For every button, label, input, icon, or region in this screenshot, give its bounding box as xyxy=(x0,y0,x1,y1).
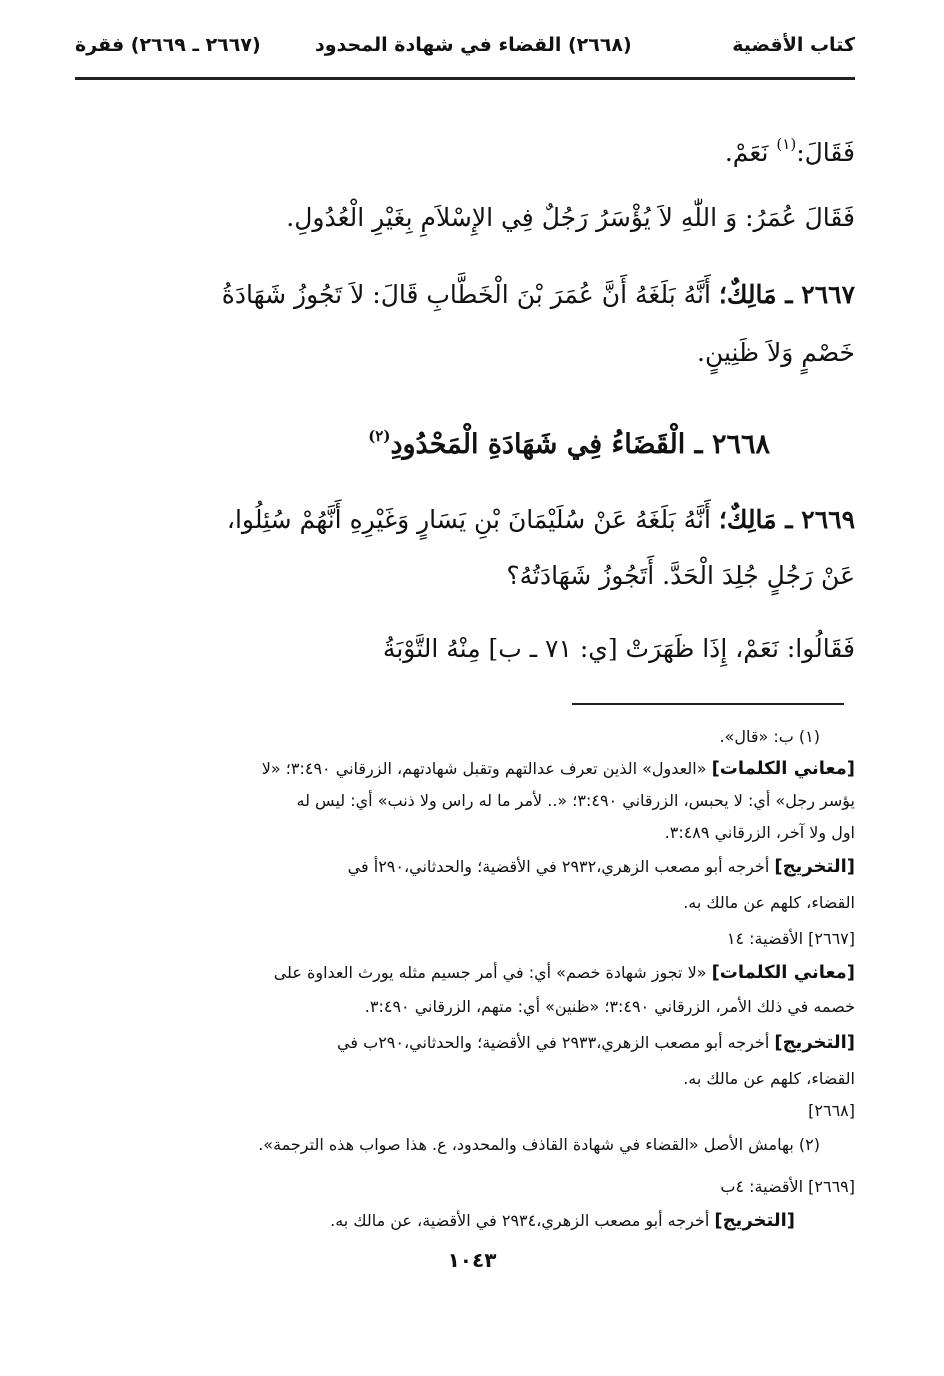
meanings-text: «لا تجوز شهادة خصم» أي: في أمر جسيم مثله يورث العداوة على xyxy=(273,963,712,982)
hadith-2669-line3: فَقَالُوا: نَعَمْ، إِذَا ظَهَرَتْ [ي: ٧١ ـ ب] مِنْهُ التَّوْبَةُ xyxy=(382,634,855,663)
takhrij-2666-line1 xyxy=(348,852,855,882)
page-number: ١٠٤٣ xyxy=(447,1248,497,1272)
meanings-tag: [معاني الكلمات] xyxy=(711,962,855,983)
book-title: كتاب الأقضية xyxy=(732,34,855,56)
footnote-separator xyxy=(572,703,844,705)
takhrij-text: أخرجه أبو مصعب الزهري،٢٩٣٣ في الأقضية؛ والحدثاني،٢٩٠ب في xyxy=(337,1033,775,1052)
footnote-2: (٢) بهامش الأصل «القضاء في شهادة القاذف والمحدود، ع. هذا صواب هذه الترجمة». xyxy=(258,1135,820,1154)
footnote-1: (١) ب: «قال». xyxy=(719,727,820,746)
main-line xyxy=(725,124,855,173)
ref-2667: [٢٦٦٧] الأقضية: ١٤ xyxy=(726,929,855,948)
meanings-2666-line2: يؤسر رجل» أي: لا يحبس، الزرقاني ٣:٤٩٠؛ «.. لأمر ما له راس ولا ذنب» أي: ليس له xyxy=(296,791,855,810)
hadith-2669-number: ٢٦٦٩ ـ xyxy=(776,505,855,534)
paragraph-range: (٢٦٦٧ ـ ٢٦٦٩) فقرة xyxy=(75,34,261,56)
footnote-ref-2: (٢) xyxy=(368,427,391,445)
takhrij-tag: [التخريج] xyxy=(714,1210,795,1231)
hadith-2667-text: أَنَّهُ بَلَغَهُ أَنَّ عُمَرَ بْنَ الْخَطَّابِ قَالَ: لاَ تَجُوزُ شَهَادَةُ xyxy=(221,280,719,309)
hadith-2667-line1 xyxy=(222,275,855,315)
ref-2668: [٢٦٦٨] xyxy=(808,1101,855,1120)
takhrij-text: أخرجه أبو مصعب الزهري،٢٩٣٤ في الأقضية، عن مالك به. xyxy=(330,1211,715,1230)
section-heading-text: ٢٦٦٨ ـ الْقَضَاءُ فِي شَهَادَةِ الْمَحْدُودِ xyxy=(390,429,770,460)
takhrij-tag: [التخريج] xyxy=(774,1032,855,1053)
takhrij-text: أخرجه أبو مصعب الزهري،٢٩٣٢ في الأقضية؛ والحدثاني،٢٩٠أ في xyxy=(347,857,775,876)
takhrij-2667-line1 xyxy=(337,1028,855,1058)
hadith-2667-number: ٢٦٦٧ ـ xyxy=(776,280,855,309)
chapter-title: (٢٦٦٨) القضاء في شهادة المحدود xyxy=(315,34,632,56)
hadith-2669-text: أَنَّهُ بَلَغَهُ عَنْ سُلَيْمَانَ بْنِ يَسَارٍ وَغَيْرِهِ أَنَّهُمْ سُئِلُوا، xyxy=(226,505,719,534)
meanings-2666-line1 xyxy=(262,754,855,784)
line1-rest: نَعَمْ. xyxy=(724,138,777,167)
hadith-2669-line2: عَنْ رَجُلٍ جُلِدَ الْحَدَّ. أَتَجُوزُ شَهَادَتُهُ؟ xyxy=(506,561,855,590)
takhrij-2669-line1 xyxy=(330,1206,795,1236)
running-header xyxy=(75,34,855,74)
hadith-2667-malik: مَالِكٌ؛ xyxy=(718,280,777,309)
takhrij-2667-line2: القضاء، كلهم عن مالك به. xyxy=(683,1069,855,1088)
hadith-2667-line2: خَصْمٍ وَلاَ ظَنِينٍ. xyxy=(697,338,855,367)
meanings-text: «العدول» الذين تعرف عدالتهم وتقبل شهادتهم، الزرقاني ٣:٤٩٠؛ «لا xyxy=(261,759,712,778)
meanings-2666-line3: اول ولا آخر، الزرقاني ٣:٤٨٩. xyxy=(664,823,855,842)
takhrij-tag: [التخريج] xyxy=(774,856,855,877)
line1-text: فَقَالَ: xyxy=(796,138,855,167)
section-heading xyxy=(368,416,770,465)
meanings-2667-line2: خصمه في ذلك الأمر، الزرقاني ٣:٤٩٠؛ «ظنين» أي: متهم، الزرقاني ٣:٤٩٠. xyxy=(364,997,855,1016)
takhrij-2666-line2: القضاء، كلهم عن مالك به. xyxy=(683,893,855,912)
hadith-2669-line1 xyxy=(227,500,855,540)
meanings-2667-line1 xyxy=(274,958,855,988)
meanings-tag: [معاني الكلمات] xyxy=(711,758,855,779)
header-rule xyxy=(75,77,855,80)
footnote-ref-1: (١) xyxy=(776,135,797,153)
hadith-2669-malik: مَالِكٌ؛ xyxy=(718,505,777,534)
ref-2669: [٢٦٦٩] الأقضية: ٤ب xyxy=(720,1177,855,1196)
main-line: فَقَالَ عُمَرُ: وَ اللّٰهِ لاَ يُؤْسَرُ رَجُلٌ فِي الإِسْلاَمِ بِغَيْرِ الْعُدُولِ. xyxy=(286,203,855,232)
